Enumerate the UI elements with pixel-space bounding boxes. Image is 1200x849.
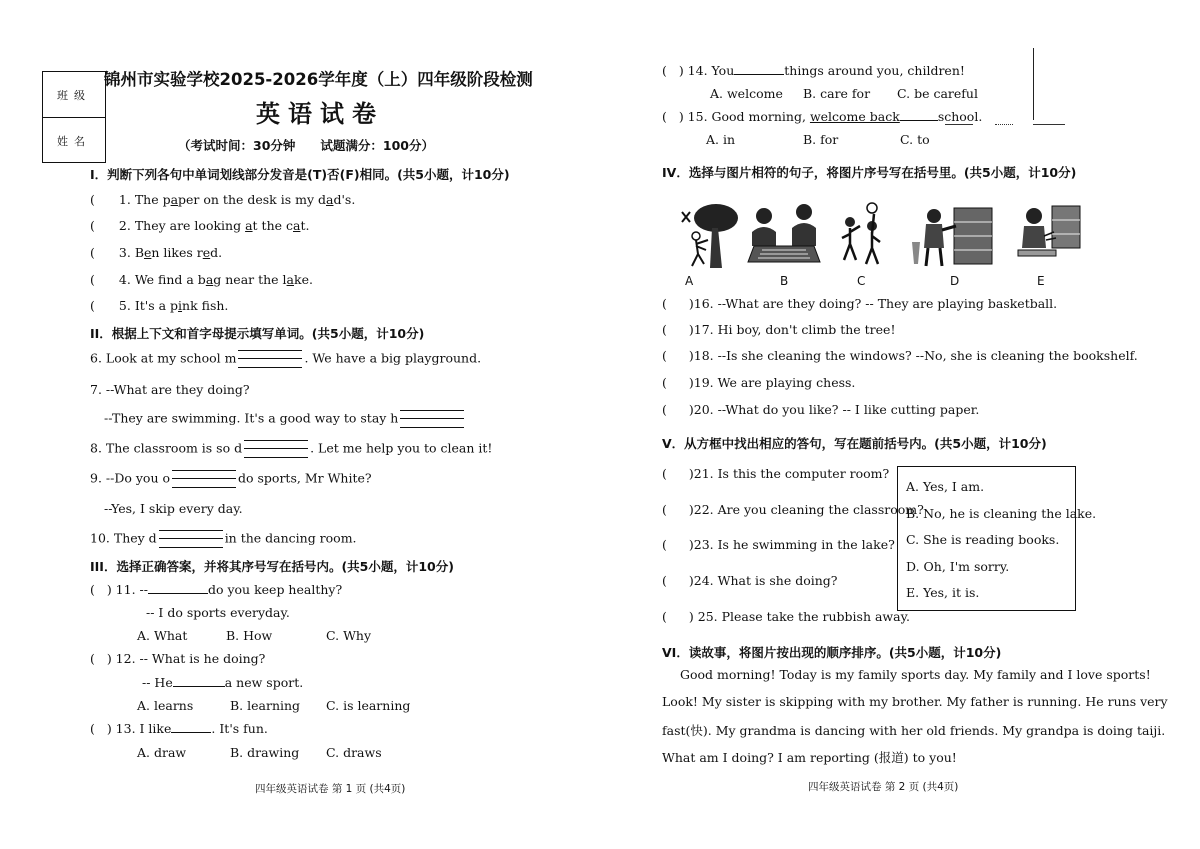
picture-label-d: D [950, 274, 960, 288]
section6-heading: VI．读故事，将图片按出现的顺序排序。(共5小题，计10分) [662, 645, 1002, 660]
question-text: )17. Hi boy, don't climb the tree! [688, 322, 896, 337]
item-text: g near the l [213, 272, 287, 287]
picture-d-cleaning-bookshelf [910, 202, 996, 270]
q11-option-b: B. How [226, 628, 273, 643]
margin-mark [945, 124, 973, 125]
question-text: ) 25. Please take the rubbish away. [688, 609, 910, 624]
picture-label-b: B [780, 274, 789, 288]
question-14: ( ) 14. You things around you, children! [662, 63, 965, 78]
item-number: 4. [118, 272, 131, 287]
margin-mark [1033, 124, 1065, 125]
answer-paren[interactable]: ( [662, 466, 667, 481]
underlined-letter: e [202, 245, 211, 260]
section4-item [662, 375, 855, 390]
section5-item [662, 466, 889, 481]
question-text: )24. What is she doing? [688, 573, 838, 588]
name-label: 姓名 [57, 134, 91, 148]
section5-heading: V．从方框中找出相应的答句，写在题前括号内。(共5小题，计10分) [662, 436, 1047, 451]
question-text: )21. Is this the computer room? [688, 466, 890, 481]
answer-paren: ( [90, 272, 95, 287]
answer-paren[interactable]: ( [662, 609, 667, 624]
question-11c: -- I do sports everyday. [146, 605, 290, 620]
margin-mark [1033, 48, 1034, 120]
item-text: d. [210, 245, 223, 260]
question-text: )20. --What do you like? -- I like cutting paper. [688, 402, 980, 417]
question-9: 9. --Do you o do sports, Mr White? [90, 470, 372, 488]
story-line-4: What am I doing? I am reporting (报道) to you! [662, 750, 957, 765]
question-13: ( ) 13. I like . It's fun. [90, 721, 268, 736]
picture-b-playing-chess [746, 202, 822, 268]
answer-blank[interactable] [400, 410, 464, 428]
item-text: per on the desk is my d [178, 192, 327, 207]
item-text: t. [300, 218, 310, 233]
section5-item [662, 502, 924, 517]
underlined-letter: a [286, 272, 294, 287]
story-line-1: Good morning! Today is my family sports day. My family and I love sports! [680, 667, 1151, 682]
underlined-letter: e [144, 245, 152, 260]
footer-right: 四年级英语试卷 第 2 页 (共4页) [808, 781, 959, 793]
q13-option-b: B. drawing [230, 745, 300, 760]
option-b: B. No, he is cleaning the lake. [906, 506, 1097, 521]
question-7a: 7. --What are they doing? [90, 382, 250, 397]
answer-blank[interactable] [244, 440, 308, 458]
answer-paren: ( [90, 245, 95, 260]
story-line-3: fast(快). My grandma is dancing with her old friends. My grandpa is doing taiji. [662, 723, 1166, 738]
question-text: )23. Is he swimming in the lake? [688, 537, 895, 552]
section5-item [662, 573, 837, 588]
question-text: )22. Are you cleaning the classroom? [688, 502, 924, 517]
option-e: E. Yes, it is. [906, 585, 980, 600]
section4-item [662, 322, 895, 337]
item-number: 3. [118, 245, 131, 260]
q14-option-c: C. be careful [897, 86, 978, 101]
question-9c: --Yes, I skip every day. [104, 501, 243, 516]
question-text: )16. --What are they doing? -- They are playing basketball. [688, 296, 1058, 311]
section2-heading: II．根据上下文和首字母提示填写单词。(共5小题，计10分) [90, 326, 425, 341]
q12-option-a: A. learns [137, 698, 194, 713]
question-text: )19. We are playing chess. [688, 375, 856, 390]
item-text: ke. [294, 272, 313, 287]
answer-blank[interactable] [238, 350, 302, 368]
question-6: 6. Look at my school m . We have a big playground. [90, 350, 481, 368]
student-info-table [42, 71, 106, 163]
story-line-2: Look! My sister is skipping with my brother. My father is running. He runs very [662, 694, 1168, 709]
exam-info: （考试时间：30分钟 试题满分：100分） [178, 138, 434, 153]
picture-c-playing-basketball [838, 202, 884, 270]
question-12: ( ) 12. -- What is he doing? [90, 651, 266, 666]
section4-item [662, 348, 1138, 363]
underlined-letter: a [205, 272, 214, 287]
q15-option-b: B. for [803, 132, 839, 147]
answer-paren[interactable]: ( [662, 296, 667, 311]
section5-item [662, 537, 895, 552]
underlined-letter: a [326, 192, 334, 207]
exam-title: 英语试卷 [256, 100, 384, 128]
answer-paren[interactable]: ( [662, 322, 667, 337]
margin-mark [995, 124, 1013, 125]
picture-e-cutting-paper [1016, 202, 1082, 268]
item-number: 5. [118, 298, 131, 313]
school-line: 锦州市实验学校2025-2026学年度（上）四年级阶段检测 [104, 70, 533, 89]
item-text: We find a b [134, 272, 206, 287]
answer-blank[interactable] [159, 530, 223, 548]
section5-item [662, 609, 910, 624]
section1-item [90, 218, 309, 233]
section1-item [90, 192, 355, 207]
q11-option-c: C. Why [326, 628, 372, 643]
answer-paren[interactable]: ( [662, 375, 667, 390]
question-10: 10. They d in the dancing room. [90, 530, 357, 548]
option-a: A. Yes, I am. [906, 479, 985, 494]
section4-heading: IV．选择与图片相符的句子，将图片序号写在括号里。(共5小题，计10分) [662, 165, 1077, 180]
q12-option-c: C. is learning [326, 698, 411, 713]
underlined-letter: i [178, 298, 183, 313]
question-15: ( ) 15. Good morning, welcome back school. [662, 109, 983, 124]
answer-paren[interactable]: ( [662, 402, 667, 417]
section1-item [90, 245, 222, 260]
answer-paren[interactable]: ( [662, 573, 667, 588]
answer-paren: ( [90, 298, 95, 313]
q15-option-c: C. to [900, 132, 930, 147]
picture-a-climbing-tree [676, 202, 740, 270]
answer-paren[interactable]: ( [662, 502, 667, 517]
underlined-letter: a [170, 192, 179, 207]
question-7b: --They are swimming. It's a good way to stay h [104, 410, 466, 428]
answer-blank[interactable] [172, 470, 236, 488]
q14-option-b: B. care for [803, 86, 871, 101]
q11-option-a: A. What [137, 628, 188, 643]
item-text: The p [134, 192, 171, 207]
question-11: ( ) 11. -- do you keep healthy? [90, 582, 343, 597]
section1-item [90, 298, 228, 313]
q15-option-a: A. in [706, 132, 736, 147]
item-text: B [134, 245, 144, 260]
picture-label-e: E [1037, 274, 1045, 288]
picture-label-a: A [685, 274, 694, 288]
item-text: d's. [333, 192, 356, 207]
item-number: 1. [118, 192, 131, 207]
section4-item [662, 296, 1057, 311]
question-text: )18. --Is she cleaning the windows? --No, she is cleaning the bookshelf. [688, 348, 1138, 363]
section1-heading: I．判断下列各句中单词划线部分发音是(T)否(F)相同。(共5小题，计10分) [90, 167, 510, 182]
section4-item [662, 402, 979, 417]
answer-paren: ( [90, 218, 95, 233]
question-8: 8. The classroom is so d . Let me help you to clean it! [90, 440, 492, 458]
answer-options-box [897, 466, 1097, 611]
picture-label-c: C [857, 274, 866, 288]
answer-paren: ( [90, 192, 95, 207]
class-label: 班级 [43, 72, 105, 118]
section3-heading: III．选择正确答案，并将其序号写在括号内。(共5小题，计10分) [90, 559, 454, 574]
answer-paren[interactable]: ( [662, 537, 667, 552]
underlined-letter: a [293, 218, 301, 233]
item-text: n likes r [151, 245, 203, 260]
q14-option-a: A. welcome [710, 86, 783, 101]
item-number: 2. [118, 218, 131, 233]
underlined-letter: a [245, 218, 253, 233]
q12-option-b: B. learning [230, 698, 301, 713]
option-d: D. Oh, I'm sorry. [906, 559, 1010, 574]
section1-item [90, 272, 313, 287]
q13-option-a: A. draw [137, 745, 187, 760]
item-text: t the c [252, 218, 293, 233]
footer-left: 四年级英语试卷 第 1 页 (共4页) [255, 783, 406, 795]
answer-paren[interactable]: ( [662, 348, 667, 363]
item-text: sh. [209, 298, 229, 313]
item-text: It's a p [134, 298, 179, 313]
item-text: They are looking [134, 218, 246, 233]
q13-option-c: C. draws [326, 745, 382, 760]
question-12b: -- He a new sport. [142, 675, 304, 690]
option-c: C. She is reading books. [906, 532, 1060, 547]
item-text: nk f [182, 298, 210, 313]
